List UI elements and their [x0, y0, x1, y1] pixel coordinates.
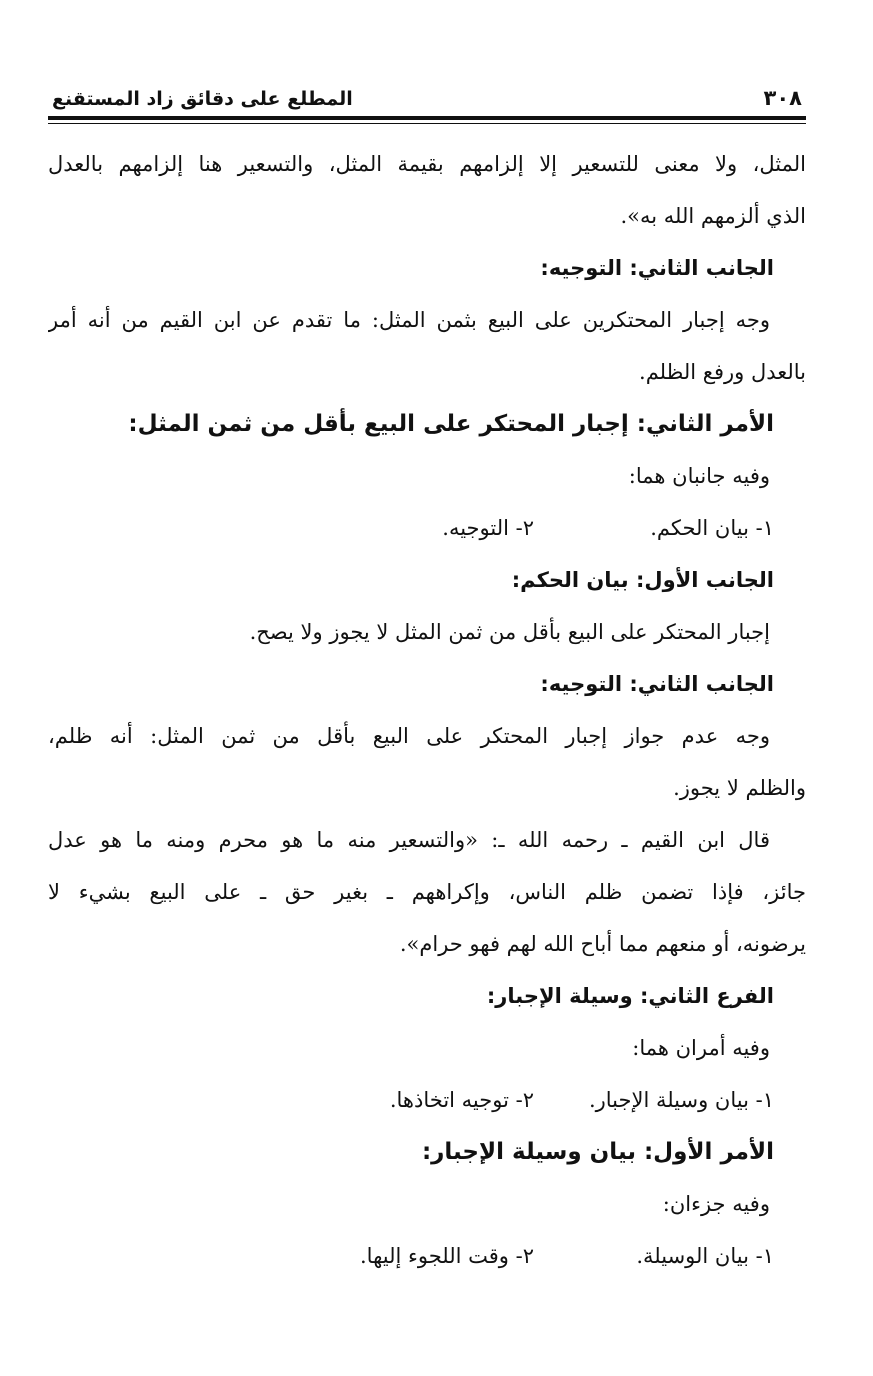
page	[48, 70, 806, 1282]
book-title: المطلع على دقائق زاد المستقنع	[52, 88, 353, 110]
text-line: يرضونه، أو منعهم مما أباح الله لهم فهو حرام».	[399, 932, 806, 956]
text-line: وفيه جانبان هما:	[628, 464, 770, 488]
text-line: وجه عدم جواز إجبار المحتكر على البيع بأقل من ثمن المثل: أنه ظلم،	[48, 724, 770, 748]
list-item: ١- بيان وسيلة الإجبار.	[588, 1088, 774, 1112]
text-line: وفيه أمران هما:	[632, 1036, 770, 1060]
numbered-list	[48, 1074, 806, 1126]
numbered-list	[48, 1230, 806, 1282]
list-item: ٢- توجيه اتخاذها.	[389, 1088, 534, 1112]
list-item: ٢- وقت اللجوء إليها.	[360, 1244, 534, 1268]
text-line: والظلم لا يجوز.	[673, 776, 806, 800]
section-heading: الأمر الثاني: إجبار المحتكر على البيع بأقل من ثمن المثل:	[128, 411, 774, 437]
text-line: إجبار المحتكر على البيع بأقل من ثمن المثل لا يجوز ولا يصح.	[249, 620, 770, 644]
text-line: المثل، ولا معنى للتسعير إلا إلزامهم بقيمة المثل، والتسعير هنا إلزامهم بالعدل	[48, 152, 806, 176]
text-line: جائز، فإذا تضمن ظلم الناس، وإكراههم ـ بغير حق ـ على البيع بشيء لا	[48, 880, 806, 904]
text-line: وفيه جزءان:	[662, 1192, 770, 1216]
running-header	[48, 70, 806, 110]
section-heading: الجانب الأول: بيان الحكم:	[511, 568, 774, 592]
section-heading: الجانب الثاني: التوجيه:	[540, 256, 774, 280]
text-line: قال ابن القيم ـ رحمه الله ـ: «والتسعير منه ما هو محرم ومنه ما هو عدل	[48, 828, 770, 852]
list-item: ١- بيان الوسيلة.	[636, 1244, 774, 1268]
section-heading: الأمر الأول: بيان وسيلة الإجبار:	[421, 1139, 774, 1165]
text-line: بالعدل ورفع الظلم.	[639, 360, 806, 384]
text-line: وجه إجبار المحتكرين على البيع بثمن المثل: ما تقدم عن ابن القيم من أنه أمر	[48, 308, 770, 332]
header-rule-thin	[48, 123, 806, 124]
list-item: ١- بيان الحكم.	[650, 516, 774, 540]
list-item: ٢- التوجيه.	[442, 516, 534, 540]
text-line: الذي ألزمهم الله به».	[620, 204, 806, 228]
page-number: ٣٠٨	[763, 86, 802, 110]
section-heading: الجانب الثاني: التوجيه:	[540, 672, 774, 696]
section-heading: الفرع الثاني: وسيلة الإجبار:	[486, 984, 774, 1008]
numbered-list	[48, 502, 806, 554]
page-body	[48, 138, 806, 1282]
header-rule-thick	[48, 116, 806, 120]
